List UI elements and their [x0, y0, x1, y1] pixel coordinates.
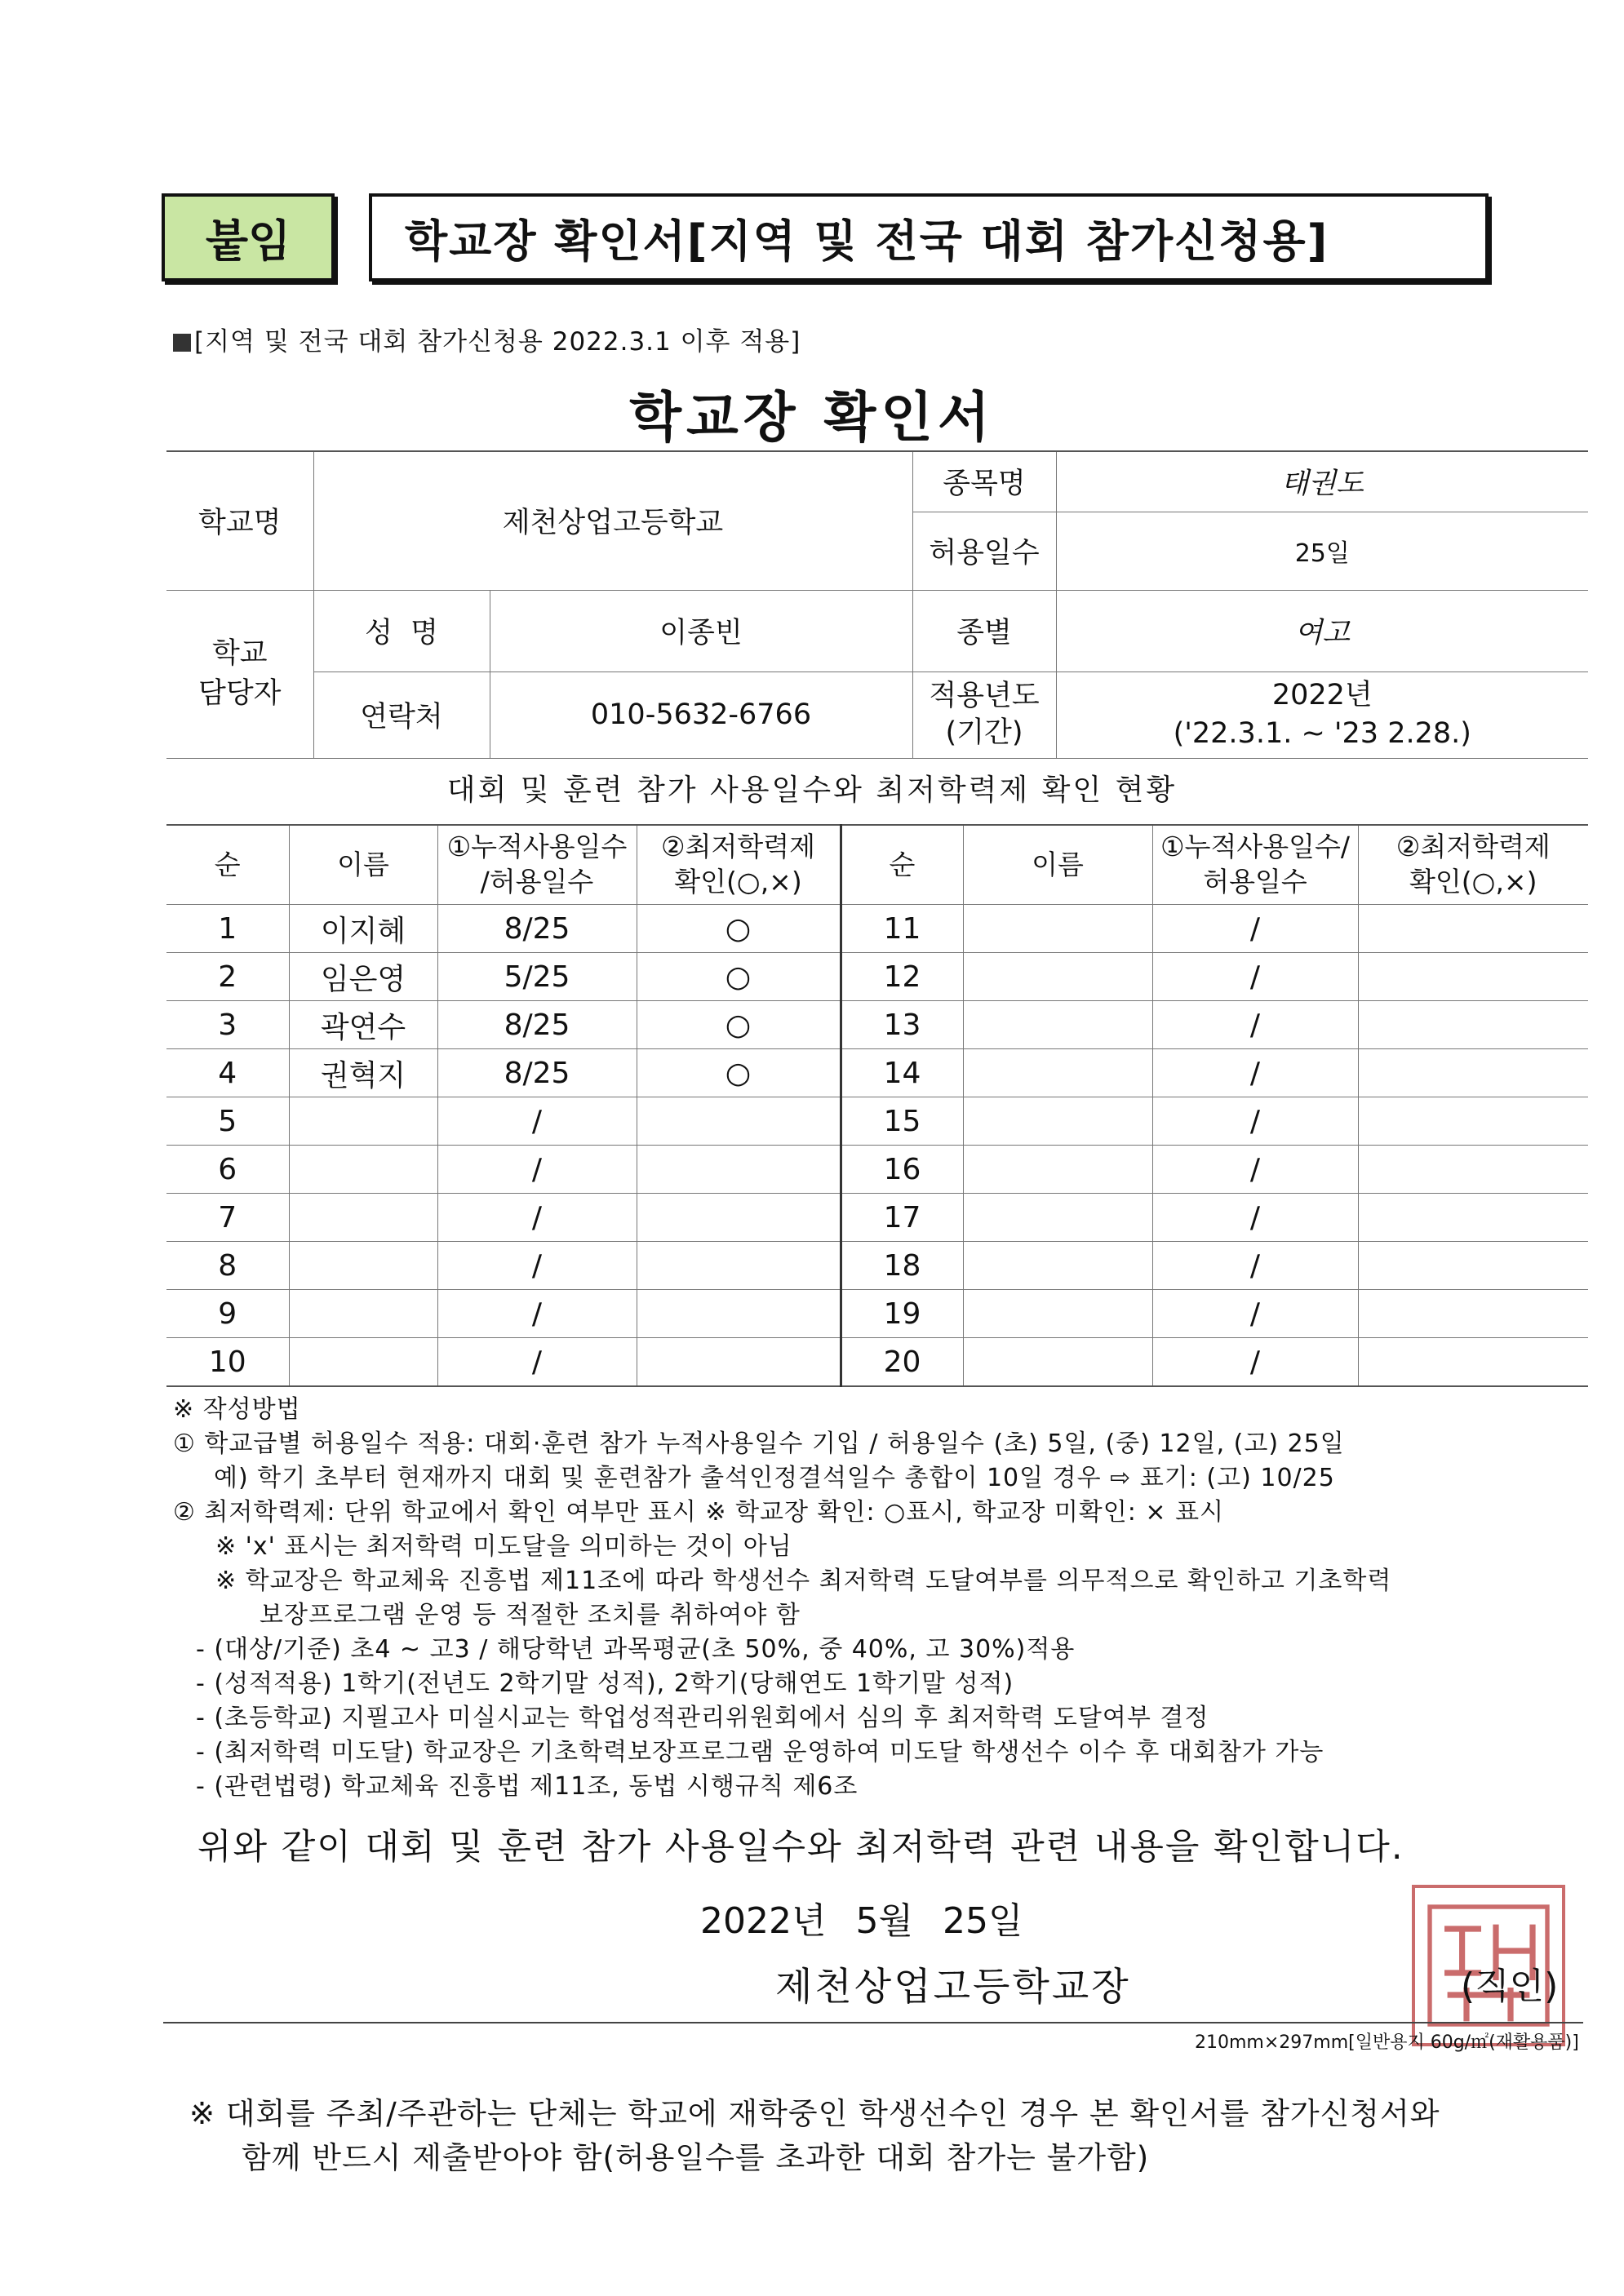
cell-name — [963, 905, 1152, 953]
school-name-value: 제천상업고등학교 — [313, 451, 912, 590]
cell-no: 10 — [166, 1338, 289, 1387]
cell-no: 16 — [841, 1146, 963, 1194]
cell-no: 11 — [841, 905, 963, 953]
cell-no: 6 — [166, 1146, 289, 1194]
event-value: 태권도 — [1056, 451, 1588, 512]
cell-usage: / — [1152, 905, 1358, 953]
table-row — [166, 1242, 1588, 1290]
applicability-note: [지역 및 전국 대회 참가신청용 2022.3.1 이후 적용] — [173, 321, 801, 357]
cell-no: 13 — [841, 1001, 963, 1049]
table-row — [166, 1146, 1588, 1194]
division-value: 여고 — [1056, 590, 1588, 672]
instruction-line: ※ 'x' 표시는 최저학력 미도달을 의미하는 것이 아님 — [215, 1532, 792, 1561]
cell-no: 17 — [841, 1194, 963, 1242]
col-check-2: ②최저학력제 확인(○,×) — [1358, 825, 1588, 905]
table-row — [166, 953, 1588, 1001]
divider — [163, 2022, 1583, 2023]
school-head: 제천상업고등학교장 — [775, 1965, 1131, 2010]
seal-label: (직인) — [1461, 1966, 1559, 2007]
col-no-2: 순 — [841, 825, 963, 905]
roster-table — [166, 824, 1588, 1387]
period-value — [1056, 672, 1588, 758]
cell-check — [637, 1194, 841, 1242]
cell-name — [289, 1146, 437, 1194]
instruction-line: ※ 학교장은 학교체육 진흥법 제11조에 따라 학생선수 최저학력 도달여부를 의무적으로 확인하고 기초학력 — [215, 1567, 1392, 1595]
instruction-line: - (관련법령) 학교체육 진흥법 제11조, 동법 시행규칙 제6조 — [196, 1772, 859, 1801]
cell-check — [1358, 953, 1588, 1001]
cell-name — [963, 1049, 1152, 1097]
cell-usage: / — [1152, 1097, 1358, 1146]
cell-name: 이지혜 — [289, 905, 437, 953]
school-name-label: 학교명 — [166, 451, 313, 590]
cell-usage: 8/25 — [437, 1049, 637, 1097]
cell-no: 9 — [166, 1290, 289, 1338]
cell-check — [1358, 1338, 1588, 1387]
cell-usage: / — [1152, 1338, 1358, 1387]
school-info-table — [166, 450, 1588, 759]
table-row — [166, 1194, 1588, 1242]
cell-no: 20 — [841, 1338, 963, 1387]
table-row — [166, 1097, 1588, 1146]
cell-name: 곽연수 — [289, 1001, 437, 1049]
cell-usage: / — [437, 1338, 637, 1387]
instruction-line: - (최저학력 미도달) 학교장은 기초학력보장프로그램 운영하여 미도달 학생선수 이수 후 대회참가 가능 — [196, 1738, 1324, 1766]
issue-date: 2022년 5월 25일 — [700, 1900, 1023, 1942]
col-no: 순 — [166, 825, 289, 905]
cell-usage: / — [1152, 1146, 1358, 1194]
cell-check — [1358, 1001, 1588, 1049]
cell-no: 4 — [166, 1049, 289, 1097]
cell-no: 7 — [166, 1194, 289, 1242]
col-usage-2: ①누적사용일수/ 허용일수 — [1152, 825, 1358, 905]
col-usage: ①누적사용일수 /허용일수 — [437, 825, 637, 905]
col-name-2: 이름 — [963, 825, 1152, 905]
instruction-line: 예) 학기 초부터 현재까지 대회 및 훈련참가 출석인정결석일수 총합이 10일 경우 ⇨ 표기: (고) 10/25 — [214, 1464, 1335, 1492]
cell-no: 8 — [166, 1242, 289, 1290]
cell-check — [1358, 1194, 1588, 1242]
cell-usage: / — [437, 1290, 637, 1338]
instruction-line: - (대상/기준) 초4 ~ 고3 / 해당학년 과목평균(초 50%, 중 40%, 고 30%)적용 — [196, 1635, 1076, 1664]
table-row — [166, 905, 1588, 953]
table-row — [166, 1290, 1588, 1338]
period-year: 2022년 — [1271, 678, 1373, 711]
instruction-line: - (초등학교) 지필고사 미실시교는 학업성적관리위원회에서 심의 후 최저학력 도달여부 결정 — [196, 1704, 1209, 1732]
cell-no: 5 — [166, 1097, 289, 1146]
cell-name — [963, 1194, 1152, 1242]
cell-name — [963, 953, 1152, 1001]
paper-spec: 210mm×297mm[일반용지 60g/㎡(재활용품)] — [1195, 2032, 1579, 2053]
cell-name — [963, 1001, 1152, 1049]
document-title: 학교장 확인서 — [629, 386, 995, 449]
cell-check — [637, 1290, 841, 1338]
instruction-line: ② 최저학력제: 단위 학교에서 확인 여부만 표시 ※ 학교장 확인: ○표시, 학교장 미확인: × 표시 — [173, 1498, 1225, 1527]
school-manager-label: 학교 담당자 — [166, 590, 313, 758]
cell-check — [637, 1146, 841, 1194]
cell-no: 19 — [841, 1290, 963, 1338]
instruction-line: ① 학교급별 허용일수 적용: 대회·훈련 참가 누적사용일수 기입 / 허용일수 (초) 5일, (중) 12일, (고) 25일 — [173, 1429, 1345, 1458]
cell-check — [637, 1338, 841, 1387]
cell-name — [963, 1146, 1152, 1194]
cell-check — [1358, 1049, 1588, 1097]
attachment-tag: 붙임 — [162, 193, 335, 281]
col-name: 이름 — [289, 825, 437, 905]
cell-name — [289, 1338, 437, 1387]
table-row — [166, 1049, 1588, 1097]
allowed-days-value: 25일 — [1056, 512, 1588, 590]
cell-no: 1 — [166, 905, 289, 953]
contact-value: 010-5632-6766 — [490, 672, 912, 758]
cell-check — [1358, 1242, 1588, 1290]
cell-no: 14 — [841, 1049, 963, 1097]
cell-usage: / — [1152, 1001, 1358, 1049]
cell-no: 15 — [841, 1097, 963, 1146]
cell-check: ○ — [637, 1001, 841, 1049]
cell-check — [637, 1242, 841, 1290]
cell-no: 18 — [841, 1242, 963, 1290]
cell-usage: 8/25 — [437, 905, 637, 953]
cell-name — [289, 1097, 437, 1146]
cell-name — [963, 1290, 1152, 1338]
cell-name — [289, 1242, 437, 1290]
period-label: 적용년도 (기간) — [912, 672, 1056, 758]
cell-name — [289, 1290, 437, 1338]
contact-label: 연락처 — [313, 672, 490, 758]
instruction-line: - (성적적용) 1학기(전년도 2학기말 성적), 2학기(당해연도 1학기말 성적) — [196, 1669, 1014, 1698]
cell-usage: / — [1152, 953, 1358, 1001]
roster-title: 대회 및 훈련 참가 사용일수와 최저학력제 확인 현황 — [446, 773, 1178, 807]
confirmation-statement: 위와 같이 대회 및 훈련 참가 사용일수와 최저학력 관련 내용을 확인합니다. — [197, 1827, 1404, 1868]
instructions-heading: ※ 작성방법 — [173, 1395, 301, 1424]
col-check: ②최저학력제 확인(○,×) — [637, 825, 841, 905]
cell-check: ○ — [637, 1049, 841, 1097]
period-range: ('22.3.1. ~ '23 2.28.) — [1173, 717, 1471, 750]
cell-usage: / — [1152, 1242, 1358, 1290]
cell-usage: / — [1152, 1194, 1358, 1242]
cell-usage: 8/25 — [437, 1001, 637, 1049]
cell-no: 2 — [166, 953, 289, 1001]
cell-name: 임은영 — [289, 953, 437, 1001]
cell-name — [963, 1242, 1152, 1290]
cell-no: 12 — [841, 953, 963, 1001]
cell-name — [289, 1194, 437, 1242]
cell-check — [1358, 905, 1588, 953]
cell-usage: / — [437, 1146, 637, 1194]
cell-name: 권혁지 — [289, 1049, 437, 1097]
square-bullet-icon — [173, 334, 191, 352]
event-label: 종목명 — [912, 451, 1056, 512]
cell-no: 3 — [166, 1001, 289, 1049]
cell-usage: / — [1152, 1049, 1358, 1097]
allowed-days-label: 허용일수 — [912, 512, 1056, 590]
table-row — [166, 1001, 1588, 1049]
manager-name-label: 성 명 — [313, 590, 490, 672]
table-row — [166, 1338, 1588, 1387]
instruction-line: 보장프로그램 운영 등 적절한 조치를 취하여야 함 — [260, 1601, 801, 1629]
cell-usage: / — [437, 1097, 637, 1146]
cell-check: ○ — [637, 905, 841, 953]
cell-check — [1358, 1290, 1588, 1338]
manager-name-value: 이종빈 — [490, 590, 912, 672]
cell-check — [1358, 1146, 1588, 1194]
cell-check — [1358, 1097, 1588, 1146]
footer-note: 함께 반드시 제출받아야 함(허용일수를 초과한 대회 참가는 불가함) — [242, 2140, 1150, 2175]
cell-name — [963, 1097, 1152, 1146]
footer-note: ※ 대회를 주최/주관하는 단체는 학교에 재학중인 학생선수인 경우 본 확인서를 참가신청서와 — [189, 2096, 1440, 2131]
header-title: 학교장 확인서[지역 및 전국 대회 참가신청용] — [369, 193, 1489, 281]
cell-usage: / — [437, 1242, 637, 1290]
cell-check: ○ — [637, 953, 841, 1001]
division-label: 종별 — [912, 590, 1056, 672]
cell-usage: / — [437, 1194, 637, 1242]
cell-check — [637, 1097, 841, 1146]
cell-usage: / — [1152, 1290, 1358, 1338]
cell-usage: 5/25 — [437, 953, 637, 1001]
cell-name — [963, 1338, 1152, 1387]
